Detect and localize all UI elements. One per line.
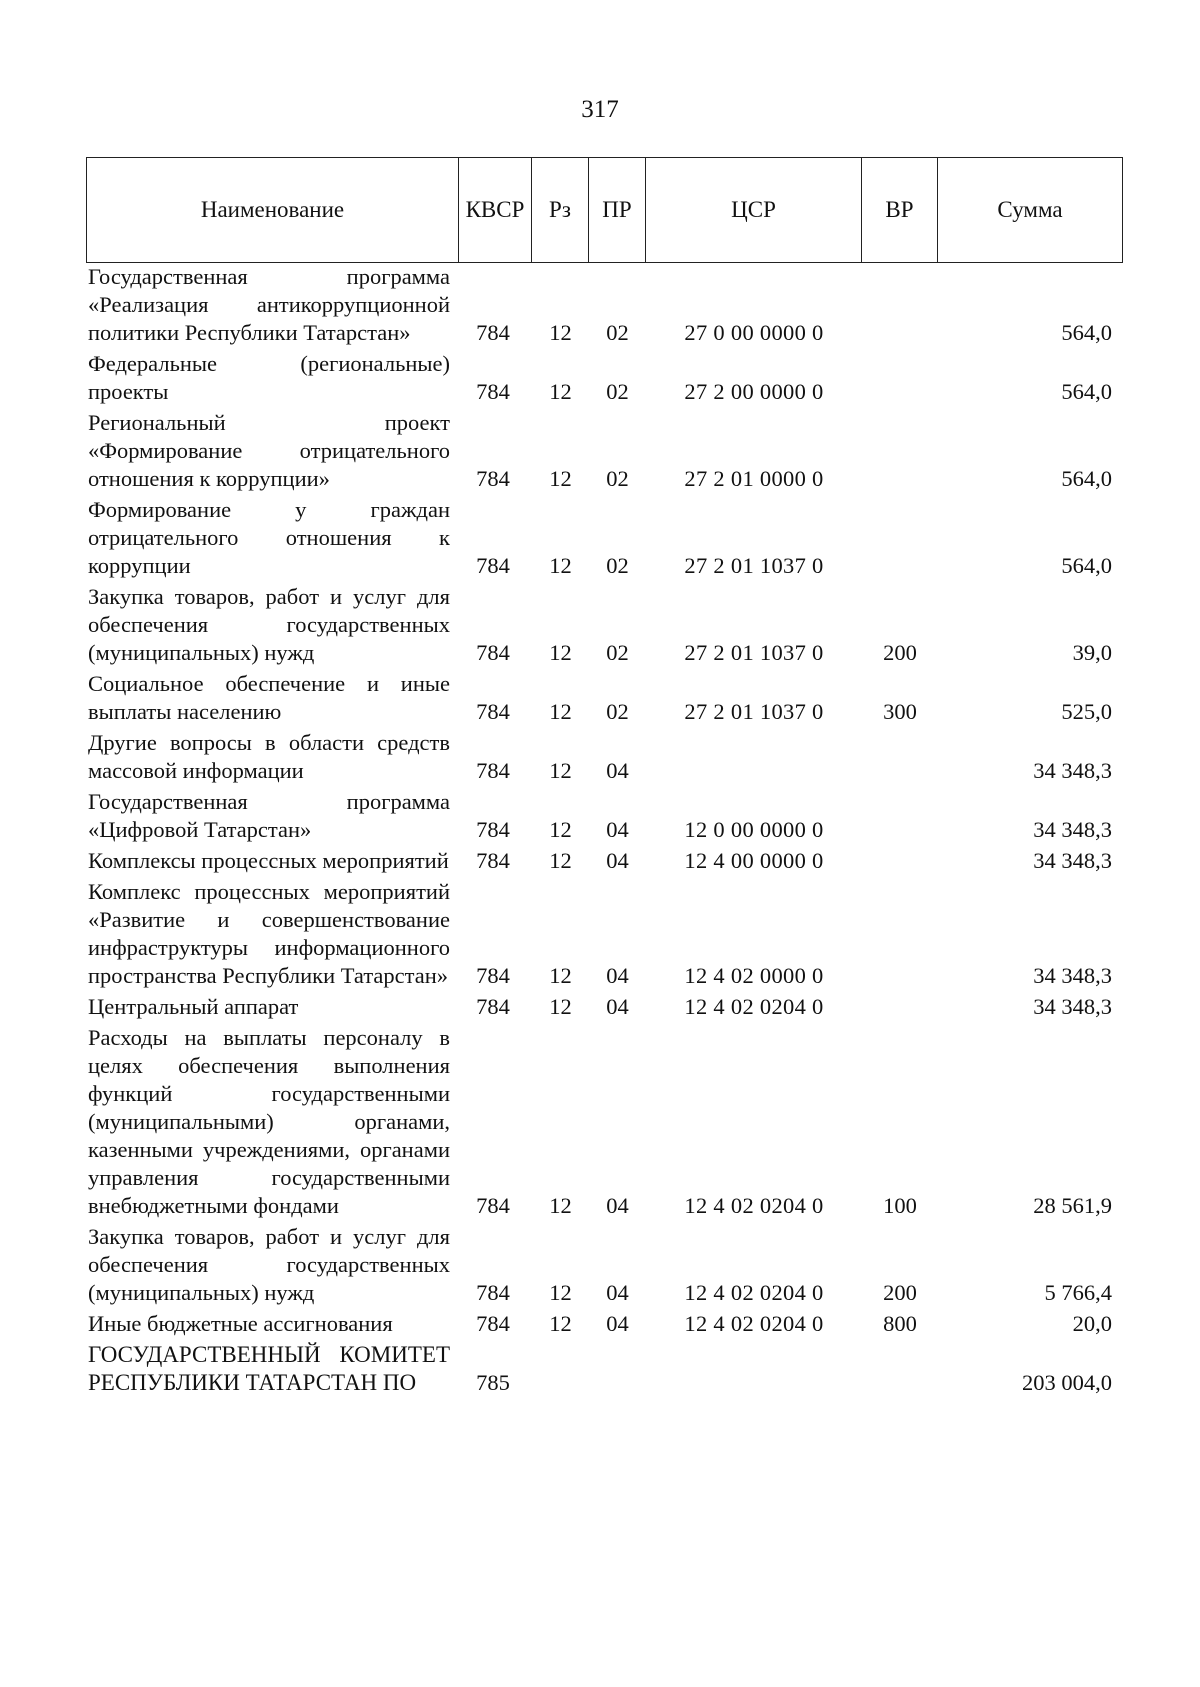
- table-row: [88, 847, 1120, 878]
- budget-table: [88, 263, 1120, 1400]
- cell-csr: 12 4 02 0204 0: [684, 1311, 824, 1336]
- cell-name: Иные бюджетные ассигнования: [88, 1311, 393, 1336]
- cell-pr: 04: [606, 758, 629, 783]
- table-row: [88, 1310, 1120, 1341]
- cell-rz: [532, 1341, 589, 1400]
- cell-kvsr: 785: [476, 1370, 510, 1395]
- cell-kvsr: 784: [476, 758, 510, 783]
- cell-name: Государственная программа «Цифровой Татарстан»: [88, 789, 450, 842]
- cell-pr: [589, 1341, 646, 1400]
- cell-kvsr: 784: [476, 994, 510, 1019]
- cell-pr: 04: [606, 963, 629, 988]
- cell-name: ГОСУДАРСТВЕННЫЙ КОМИТЕТ РЕСПУБЛИКИ ТАТАРСТАН ПО: [88, 1342, 450, 1395]
- cell-pr: 02: [606, 699, 629, 724]
- cell-kvsr: 784: [476, 640, 510, 665]
- cell-csr: [646, 1341, 862, 1400]
- cell-kvsr: 784: [476, 1193, 510, 1218]
- cell-name: Центральный аппарат: [88, 994, 299, 1019]
- cell-sum: 20,0: [1072, 1311, 1112, 1336]
- cell-csr: 12 4 02 0204 0: [684, 994, 824, 1019]
- cell-csr: 27 0 00 0000 0: [684, 320, 824, 345]
- table-row: [88, 993, 1120, 1024]
- cell-vr: 200: [883, 1280, 917, 1305]
- cell-rz: 12: [549, 699, 572, 724]
- cell-vr: 100: [883, 1193, 917, 1218]
- cell-rz: 12: [549, 1311, 572, 1336]
- cell-kvsr: 784: [476, 466, 510, 491]
- cell-name: Региональный проект «Формирование отрицательного отношения к коррупции»: [88, 410, 450, 491]
- table-row: [88, 788, 1120, 847]
- cell-sum: 34 348,3: [1033, 994, 1112, 1019]
- cell-rz: 12: [549, 320, 572, 345]
- cell-sum: 28 561,9: [1033, 1193, 1112, 1218]
- cell-sum: 525,0: [1061, 699, 1112, 724]
- cell-sum: 564,0: [1061, 379, 1112, 404]
- cell-rz: 12: [549, 848, 572, 873]
- cell-sum: 34 348,3: [1033, 758, 1112, 783]
- cell-sum: 5 766,4: [1044, 1280, 1112, 1305]
- header-name: Наименование: [87, 158, 459, 263]
- table-row: [88, 263, 1120, 350]
- budget-table-body: [88, 263, 1120, 1400]
- cell-rz: 12: [549, 994, 572, 1019]
- header-rz: Рз: [532, 158, 589, 263]
- cell-vr: [862, 496, 938, 583]
- cell-name: Закупка товаров, работ и услуг для обеспечения государственных (муниципальных) нужд: [88, 1224, 450, 1305]
- cell-pr: 02: [606, 379, 629, 404]
- table-row: [88, 496, 1120, 583]
- cell-name: Другие вопросы в области средств массовой информации: [88, 730, 450, 783]
- cell-sum: 34 348,3: [1033, 848, 1112, 873]
- table-row: [88, 350, 1120, 409]
- cell-kvsr: 784: [476, 553, 510, 578]
- table-row: [88, 729, 1120, 788]
- cell-pr: 04: [606, 848, 629, 873]
- table-row: [88, 878, 1120, 993]
- cell-csr: [646, 729, 862, 788]
- cell-vr: 200: [883, 640, 917, 665]
- cell-kvsr: 784: [476, 379, 510, 404]
- cell-vr: [862, 263, 938, 350]
- cell-csr: 12 4 02 0204 0: [684, 1280, 824, 1305]
- cell-vr: 300: [883, 699, 917, 724]
- cell-rz: 12: [549, 553, 572, 578]
- header-csr: ЦСР: [646, 158, 862, 263]
- cell-csr: 12 4 02 0204 0: [684, 1193, 824, 1218]
- cell-name: Социальное обеспечение и иные выплаты населению: [88, 671, 450, 724]
- cell-sum: 34 348,3: [1033, 817, 1112, 842]
- cell-rz: 12: [549, 1280, 572, 1305]
- cell-kvsr: 784: [476, 699, 510, 724]
- cell-kvsr: 784: [476, 963, 510, 988]
- cell-csr: 27 2 01 1037 0: [684, 699, 824, 724]
- cell-vr: [862, 729, 938, 788]
- table-row: [88, 1024, 1120, 1223]
- cell-name: Закупка товаров, работ и услуг для обеспечения государственных (муниципальных) нужд: [88, 584, 450, 665]
- cell-vr: [862, 409, 938, 496]
- cell-rz: 12: [549, 466, 572, 491]
- cell-kvsr: 784: [476, 817, 510, 842]
- cell-name: Федеральные (региональные) проекты: [88, 351, 450, 404]
- cell-csr: 12 0 00 0000 0: [684, 817, 824, 842]
- table-row: [88, 409, 1120, 496]
- cell-kvsr: 784: [476, 1311, 510, 1336]
- header-vr: ВР: [862, 158, 938, 263]
- cell-vr: [862, 350, 938, 409]
- cell-sum: 564,0: [1061, 466, 1112, 491]
- cell-rz: 12: [549, 379, 572, 404]
- cell-pr: 02: [606, 553, 629, 578]
- cell-csr: 27 2 00 0000 0: [684, 379, 824, 404]
- cell-pr: 04: [606, 994, 629, 1019]
- table-row: [88, 583, 1120, 670]
- cell-vr: [862, 788, 938, 847]
- header-kvsr: КВСР: [459, 158, 532, 263]
- cell-kvsr: 784: [476, 320, 510, 345]
- cell-pr: 04: [606, 817, 629, 842]
- cell-name: Формирование у граждан отрицательного отношения к коррупции: [88, 497, 450, 578]
- cell-kvsr: 784: [476, 848, 510, 873]
- cell-name: Расходы на выплаты персоналу в целях обеспечения выполнения функций государственными (муниципальными) органами, казенными учреждениями, органами управления государственными внебюджетными фондами: [88, 1025, 450, 1218]
- cell-pr: 04: [606, 1193, 629, 1218]
- cell-rz: 12: [549, 1193, 572, 1218]
- cell-pr: 04: [606, 1311, 629, 1336]
- cell-rz: 12: [549, 963, 572, 988]
- cell-csr: 12 4 02 0000 0: [684, 963, 824, 988]
- cell-rz: 12: [549, 640, 572, 665]
- cell-pr: 02: [606, 320, 629, 345]
- cell-pr: 04: [606, 1280, 629, 1305]
- table-row: [88, 1341, 1120, 1400]
- cell-sum: 34 348,3: [1033, 963, 1112, 988]
- cell-csr: 27 2 01 1037 0: [684, 640, 824, 665]
- cell-kvsr: 784: [476, 1280, 510, 1305]
- table-row: [88, 1223, 1120, 1310]
- cell-sum: 564,0: [1061, 320, 1112, 345]
- cell-name: Комплекс процессных мероприятий «Развитие и совершенствование инфраструктуры информационного пространства Республики Татарстан»: [88, 879, 450, 988]
- header-pr: ПР: [589, 158, 646, 263]
- cell-pr: 02: [606, 640, 629, 665]
- header-sum: Сумма: [938, 158, 1123, 263]
- cell-csr: 27 2 01 1037 0: [684, 553, 824, 578]
- table-row: [88, 670, 1120, 729]
- cell-sum: 39,0: [1072, 640, 1112, 665]
- cell-name: Комплексы процессных мероприятий: [88, 848, 449, 873]
- page-number: 317: [581, 96, 619, 123]
- cell-vr: [862, 993, 938, 1024]
- cell-vr: [862, 847, 938, 878]
- cell-vr: [862, 878, 938, 993]
- cell-sum: 564,0: [1061, 553, 1112, 578]
- cell-sum: 203 004,0: [1022, 1370, 1112, 1395]
- cell-vr: [862, 1341, 938, 1400]
- cell-csr: 12 4 00 0000 0: [684, 848, 824, 873]
- cell-name: Государственная программа «Реализация антикоррупционной политики Республики Татарстан»: [88, 264, 450, 345]
- cell-csr: 27 2 01 0000 0: [684, 466, 824, 491]
- table-header: [86, 157, 1123, 263]
- cell-rz: 12: [549, 758, 572, 783]
- cell-pr: 02: [606, 466, 629, 491]
- cell-rz: 12: [549, 817, 572, 842]
- cell-vr: 800: [883, 1311, 917, 1336]
